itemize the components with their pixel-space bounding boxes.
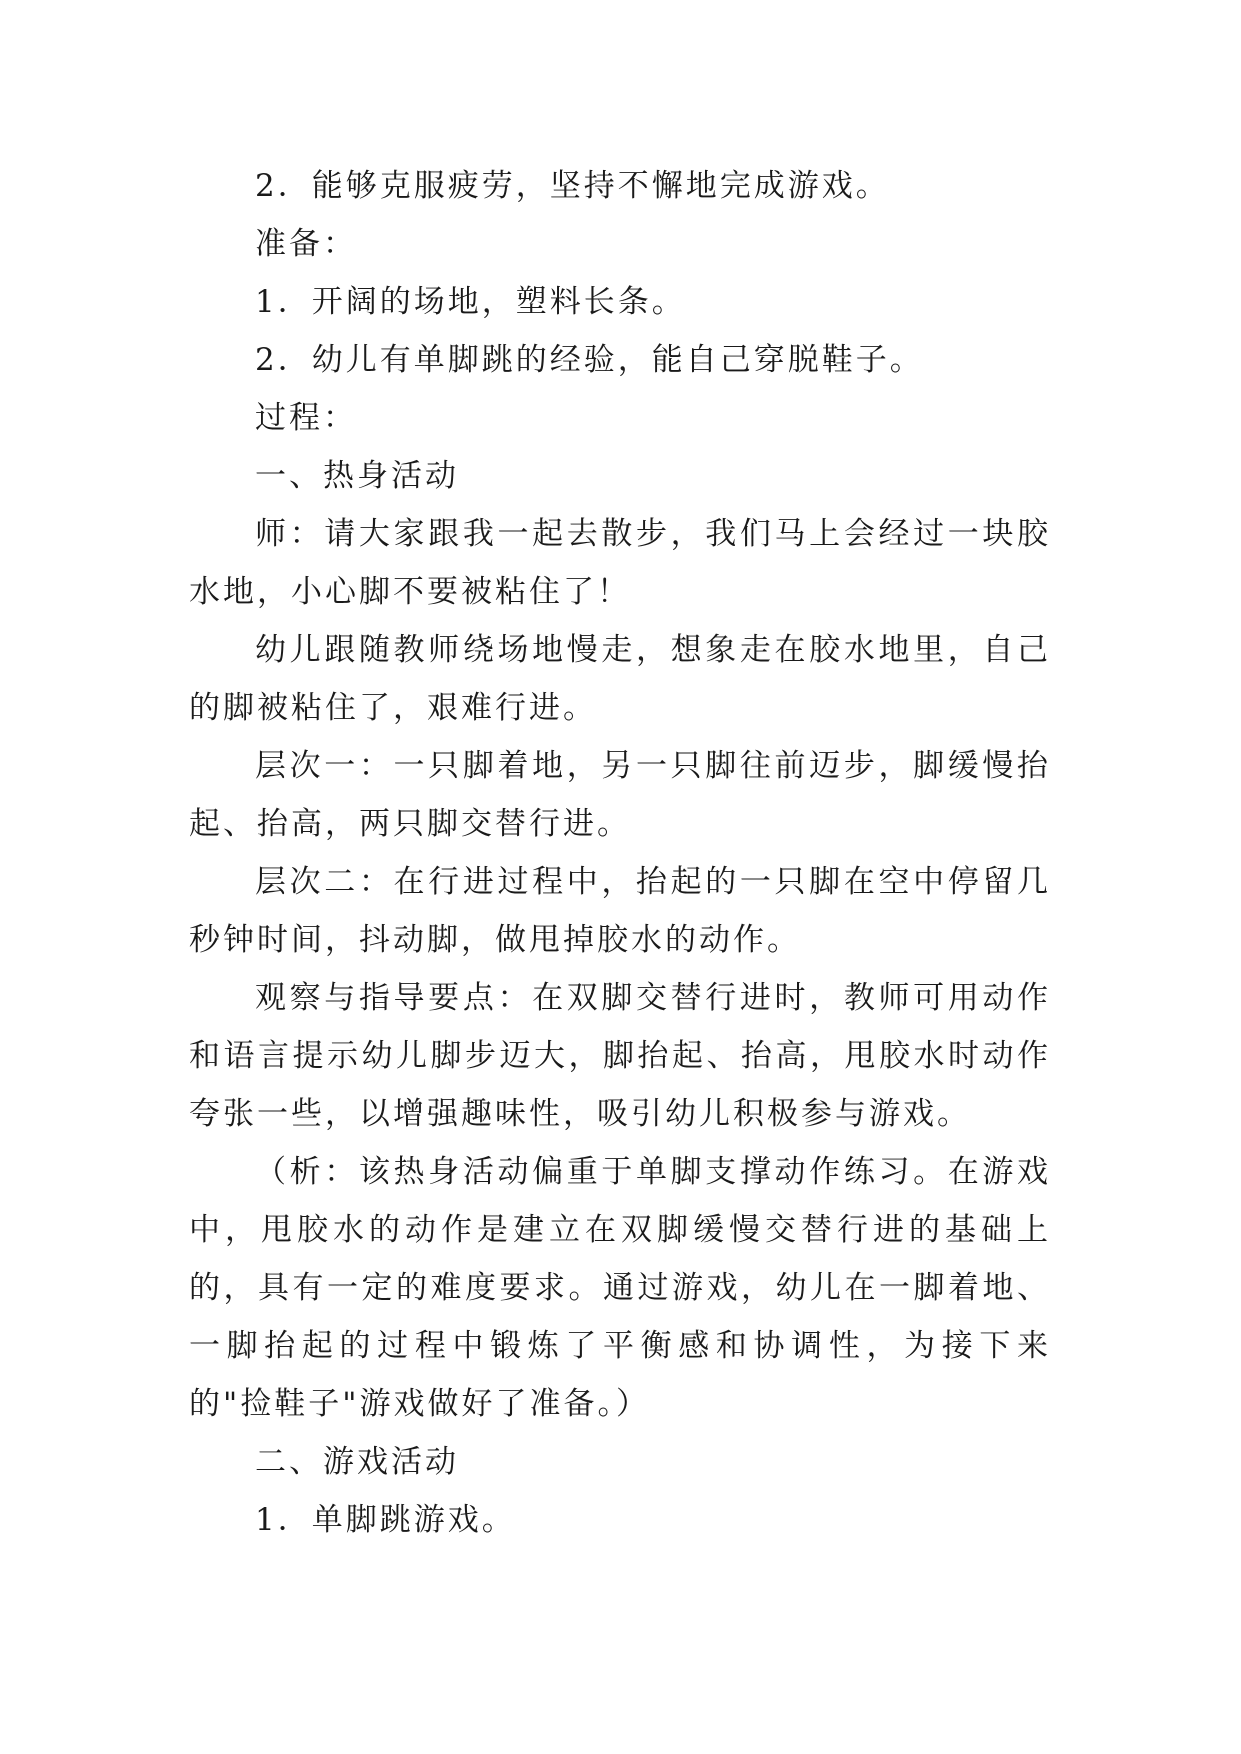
paragraph-children-walk: 幼儿跟随教师绕场地慢走，想象走在胶水地里，自己的脚被粘住了，艰难行进。 [189,632,1051,726]
heading-process: 过程： [255,400,357,436]
paragraph-teacher-line: 师：请大家跟我一起去散步，我们马上会经过一块胶水地，小心脚不要被粘住了！ [189,516,1051,610]
paragraph-observation: 观察与指导要点：在双脚交替行进时，教师可用动作和语言提示幼儿脚步迈大，脚抬起、抬高，甩胶水时动作夸张一些，以增强趣味性，吸引幼儿积极参与游戏。 [189,980,1051,1132]
paragraph-prep-1: 1．开阔的场地，塑料长条。 [255,284,686,320]
paragraph-game-1: 1．单脚跳游戏。 [255,1502,516,1538]
heading-preparation: 准备： [255,226,357,262]
paragraph-level-1: 层次一：一只脚着地，另一只脚往前迈步，脚缓慢抬起、抬高，两只脚交替行进。 [189,748,1051,842]
paragraph-goal-2: 2．能够克服疲劳，坚持不懈地完成游戏。 [255,168,890,204]
document-body [189,157,1051,1549]
paragraph-prep-2: 2．幼儿有单脚跳的经验，能自己穿脱鞋子。 [255,342,924,378]
section-game-heading: 二、游戏活动 [255,1444,459,1480]
section-warmup-heading: 一、热身活动 [255,458,459,494]
paragraph-level-2: 层次二：在行进过程中，抬起的一只脚在空中停留几秒钟时间，抖动脚，做甩掉胶水的动作。 [189,864,1051,958]
paragraph-analysis: （析：该热身活动偏重于单脚支撑动作练习。在游戏中，甩胶水的动作是建立在双脚缓慢交替行进的基础上的，具有一定的难度要求。通过游戏，幼儿在一脚着地、一脚抬起的过程中锻炼了平衡感和协调性，为接下来的"捡鞋子"游戏做好了准备。） [189,1154,1051,1422]
